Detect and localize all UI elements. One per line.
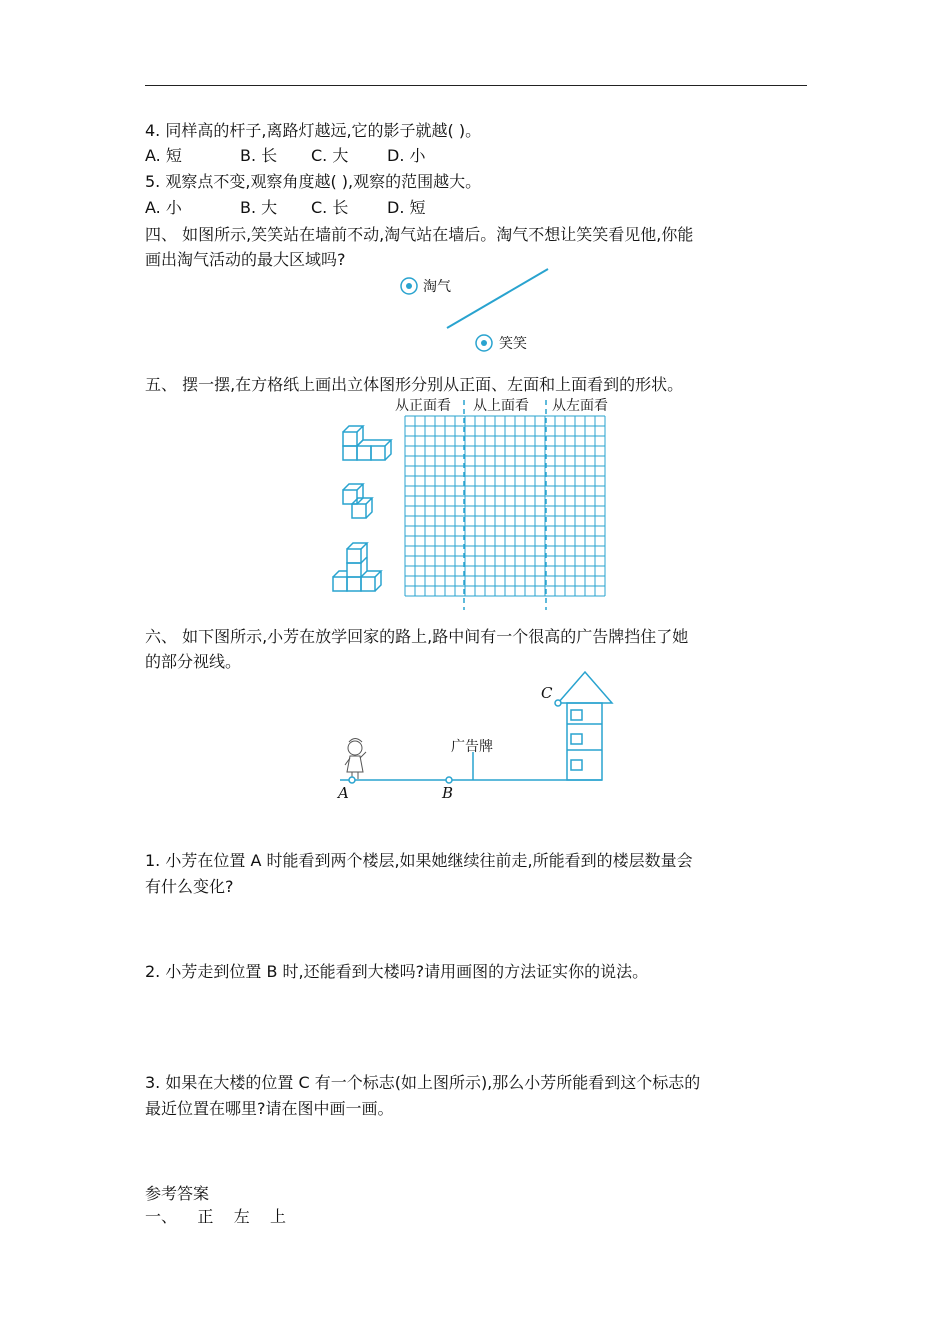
s6-q3-line2: 最近位置在哪里?请在图中画一画。 [145,1099,394,1118]
point-b-label: B [442,784,454,802]
s6-q1-line2: 有什么变化? [145,877,234,896]
answers-title: 参考答案 [145,1184,210,1203]
header-left: 从左面看 [552,398,608,414]
point-a-label: A [338,784,349,802]
point-c-label: C [541,684,553,702]
s6-text-line1: 六、 如下图所示,小芳在放学回家的路上,路中间有一个很高的广告牌挡住了她 [145,627,689,646]
q4-option-c: C. 大 [311,146,349,165]
q4-option-b: B. 长 [240,146,278,165]
q5-option-c: C. 长 [311,198,349,217]
s6-text-line2: 的部分视线。 [145,652,242,671]
s4-text-line2: 画出淘气活动的最大区域吗? [145,250,346,269]
header-front: 从正面看 [395,398,451,414]
q4-option-a: A. 短 [145,146,182,165]
q5-option-b: B. 大 [240,198,278,217]
point-a-marker [349,777,355,783]
s5-title: 五、 摆一摆,在方格纸上画出立体图形分别从正面、左面和上面看到的形状。 [145,375,684,394]
s6-q3-line1: 3. 如果在大楼的位置 C 有一个标志(如上图所示),那么小芳所能看到这个标志的 [145,1073,701,1092]
xiaoxiao-label: 笑笑 [499,336,527,352]
girl-figure [345,739,366,780]
taoqi-label: 淘气 [423,279,451,295]
point-c-marker [555,700,561,706]
billboard-label: 广告牌 [451,739,493,755]
q4-text: 4. 同样高的杆子,离路灯越远,它的影子就越( )。 [145,121,482,140]
header-top: 从上面看 [473,398,529,414]
q5-option-a: A. 小 [145,198,182,217]
building [558,672,612,780]
q5-text: 5. 观察点不变,观察角度越( ),观察的范围越大。 [145,172,482,191]
q4-option-d: D. 小 [387,146,426,165]
s6-q1-line1: 1. 小芳在位置 A 时能看到两个楼层,如果她继续往前走,所能看到的楼层数量会 [145,851,693,870]
s4-text-line1: 四、 如图所示,笑笑站在墙前不动,淘气站在墙后。淘气不想让笑笑看见他,你能 [145,225,694,244]
answers-line1: 一、 正 左 上 [145,1207,287,1226]
point-b-marker [446,777,452,783]
q5-option-d: D. 短 [387,198,426,217]
s6-q2: 2. 小芳走到位置 B 时,还能看到大楼吗?请用画图的方法证实你的说法。 [145,962,649,981]
